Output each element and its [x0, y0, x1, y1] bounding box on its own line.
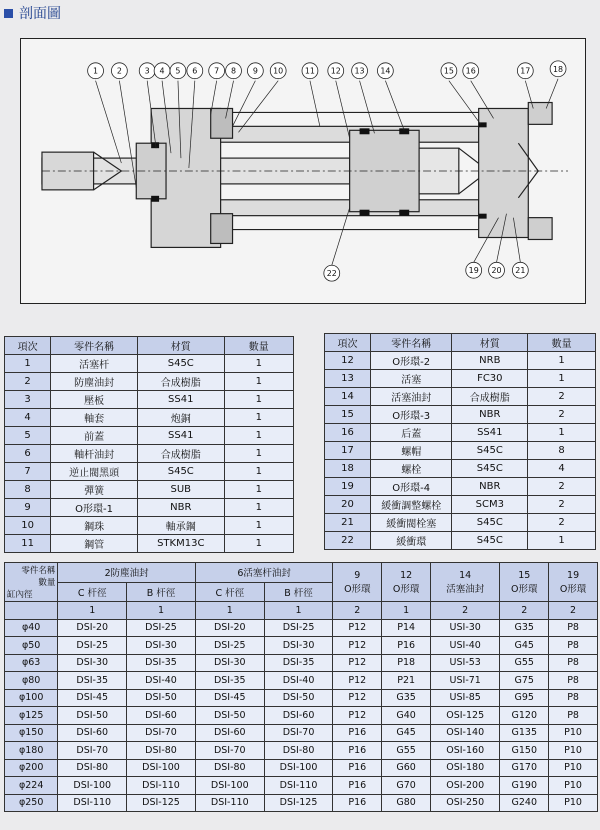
table-row — [325, 442, 596, 460]
qty-cell: 1 — [195, 602, 264, 620]
table-row — [5, 445, 294, 463]
parts-table-1 — [4, 336, 294, 553]
group-header-dust-seal: 2防塵油封 — [58, 563, 196, 583]
table-cell: DSI-50 — [127, 689, 196, 707]
table-cell: P8 — [549, 707, 598, 725]
subheader-b-rod: B 杆徑 — [264, 582, 333, 602]
table-cell: DSI-30 — [127, 637, 196, 655]
table-cell: DSI-80 — [127, 742, 196, 760]
table-cell: 活塞杆 — [51, 355, 138, 373]
table-cell: NBR — [452, 478, 528, 496]
table-row — [325, 460, 596, 478]
table-cell: S45C — [452, 532, 528, 550]
table-cell: φ200 — [5, 759, 58, 777]
table-cell: OSI-125 — [431, 707, 500, 725]
table-cell: 合成樹脂 — [137, 445, 224, 463]
table-cell: S45C — [452, 514, 528, 532]
subheader-c-rod: C 杆徑 — [195, 582, 264, 602]
table-cell: 5 — [5, 427, 51, 445]
table-row — [5, 707, 598, 725]
table-cell: P12 — [333, 619, 382, 637]
callout-1: 1 — [93, 66, 99, 76]
table-cell: 4 — [528, 460, 596, 478]
table-cell: 2 — [528, 514, 596, 532]
table-cell: G40 — [382, 707, 431, 725]
table-cell: φ50 — [5, 637, 58, 655]
table-cell: S45C — [137, 355, 224, 373]
table-row — [5, 499, 294, 517]
table-cell: 1 — [224, 445, 293, 463]
table-row — [5, 427, 294, 445]
table-cell: 1 — [224, 517, 293, 535]
table-cell: DSI-60 — [264, 707, 333, 725]
qty-cell: 1 — [264, 602, 333, 620]
table-cell: φ224 — [5, 777, 58, 795]
table-cell: 7 — [5, 463, 51, 481]
table-cell: DSI-25 — [264, 619, 333, 637]
callout-18: 18 — [553, 64, 564, 74]
table-cell: G35 — [500, 619, 549, 637]
table-cell: G190 — [500, 777, 549, 795]
table-cell: 鋼管 — [51, 535, 138, 553]
table-cell: OSI-250 — [431, 794, 500, 812]
corner-bottom: 缸內徑 — [7, 590, 33, 600]
table-row — [325, 406, 596, 424]
group-header-piston-seal: 14 活塞油封 — [431, 563, 500, 602]
seal-table-quantity-row — [5, 602, 598, 620]
table-row — [5, 637, 598, 655]
callout-10: 10 — [273, 66, 284, 76]
table-cell: 后蓋 — [371, 424, 452, 442]
table-cell: 1 — [224, 535, 293, 553]
table-cell: O形環-2 — [371, 352, 452, 370]
table-cell: 18 — [325, 460, 371, 478]
table-row — [325, 424, 596, 442]
table-cell: DSI-40 — [127, 672, 196, 690]
table-cell: DSI-60 — [195, 724, 264, 742]
table-cell: USI-71 — [431, 672, 500, 690]
callout-16: 16 — [465, 66, 476, 76]
table-cell: SUB — [137, 481, 224, 499]
table-cell: STKM13C — [137, 535, 224, 553]
table-cell: 前蓋 — [51, 427, 138, 445]
table-cell: 19 — [325, 478, 371, 496]
table-cell: DSI-45 — [58, 689, 127, 707]
table-cell: 21 — [325, 514, 371, 532]
table-cell: 緩衝調整螺栓 — [371, 496, 452, 514]
callout-20: 20 — [491, 266, 502, 276]
table-row — [325, 496, 596, 514]
seal-table-group-row — [5, 563, 598, 583]
header-cell: 項次 — [5, 337, 51, 355]
table-cell: P16 — [333, 794, 382, 812]
table-cell: S45C — [137, 463, 224, 481]
subheader-c-rod: C 杆徑 — [58, 582, 127, 602]
table-cell: 8 — [528, 442, 596, 460]
subheader-b-rod: B 杆徑 — [127, 582, 196, 602]
callout-5: 5 — [175, 66, 181, 76]
table-cell: φ80 — [5, 672, 58, 690]
callout-11: 11 — [304, 66, 315, 76]
table-cell: 10 — [5, 517, 51, 535]
corner-mid: 數量 — [38, 578, 56, 588]
table-cell: 2 — [528, 478, 596, 496]
table-cell: 4 — [5, 409, 51, 427]
table-row — [325, 532, 596, 550]
table-cell: G120 — [500, 707, 549, 725]
table-cell: P21 — [382, 672, 431, 690]
table-cell: DSI-40 — [264, 672, 333, 690]
qty-cell: 1 — [127, 602, 196, 620]
table-row — [5, 463, 294, 481]
table-cell: G45 — [500, 637, 549, 655]
table-cell: P16 — [333, 759, 382, 777]
table-cell: 16 — [325, 424, 371, 442]
table-cell: 緩衝閥栓塞 — [371, 514, 452, 532]
table-cell: G150 — [500, 742, 549, 760]
table-cell: USI-40 — [431, 637, 500, 655]
table-cell: 2 — [528, 406, 596, 424]
table-cell: P18 — [382, 654, 431, 672]
callout-15: 15 — [443, 66, 454, 76]
table-cell: 15 — [325, 406, 371, 424]
table-cell: φ40 — [5, 619, 58, 637]
header-cell: 數量 — [224, 337, 293, 355]
page-title-text: 剖面圖 — [19, 6, 61, 22]
page-title — [4, 3, 61, 23]
table-cell: P12 — [333, 672, 382, 690]
table-cell: DSI-110 — [195, 794, 264, 812]
table-cell: 合成樹脂 — [452, 388, 528, 406]
table-row — [325, 352, 596, 370]
table-row — [5, 672, 598, 690]
table-cell: NBR — [452, 406, 528, 424]
table-cell: DSI-110 — [264, 777, 333, 795]
table-cell: φ250 — [5, 794, 58, 812]
callout-2: 2 — [116, 66, 122, 76]
table-cell: DSI-125 — [264, 794, 333, 812]
header-cell: 零件名稱 — [371, 334, 452, 352]
table-row — [5, 517, 294, 535]
table-cell: 14 — [325, 388, 371, 406]
table-cell: DSI-70 — [195, 742, 264, 760]
table-cell: P12 — [333, 654, 382, 672]
table-cell: DSI-100 — [58, 777, 127, 795]
qty-blank — [5, 602, 58, 620]
table-cell: OSI-160 — [431, 742, 500, 760]
qty-cell: 2 — [500, 602, 549, 620]
qty-cell: 2 — [333, 602, 382, 620]
table-cell: P12 — [333, 689, 382, 707]
table-row — [5, 355, 294, 373]
table-row — [5, 654, 598, 672]
table-cell: DSI-25 — [195, 637, 264, 655]
table-cell: G70 — [382, 777, 431, 795]
table-cell: SS41 — [137, 427, 224, 445]
header-cell: 材質 — [137, 337, 224, 355]
table-cell: 緩衝環 — [371, 532, 452, 550]
table-cell: 13 — [325, 370, 371, 388]
table-row — [325, 388, 596, 406]
table-cell: P14 — [382, 619, 431, 637]
table-cell: OSI-200 — [431, 777, 500, 795]
title-square-icon — [4, 9, 13, 18]
table-cell: DSI-50 — [264, 689, 333, 707]
table-cell: 1 — [528, 532, 596, 550]
corner-top: 零件名稱 — [21, 566, 56, 576]
table-row — [5, 742, 598, 760]
table-cell: φ180 — [5, 742, 58, 760]
table-cell: DSI-35 — [195, 672, 264, 690]
table-cell: 炮銅 — [137, 409, 224, 427]
header-cell: 項次 — [325, 334, 371, 352]
table-cell: P12 — [333, 637, 382, 655]
table-cell: 1 — [528, 370, 596, 388]
table-cell: P10 — [549, 759, 598, 777]
table-cell: 8 — [5, 481, 51, 499]
table-cell: SS41 — [137, 391, 224, 409]
table-cell: DSI-110 — [127, 777, 196, 795]
callout-8: 8 — [231, 66, 237, 76]
table-cell: DSI-100 — [264, 759, 333, 777]
table-cell: DSI-60 — [58, 724, 127, 742]
table-cell: DSI-70 — [264, 724, 333, 742]
qty-cell: 1 — [382, 602, 431, 620]
table-cell: 彈簧 — [51, 481, 138, 499]
table-cell: 2 — [528, 496, 596, 514]
table-cell: O形環-1 — [51, 499, 138, 517]
table-cell: S45C — [452, 442, 528, 460]
table-row — [5, 759, 598, 777]
table-cell: 1 — [224, 481, 293, 499]
table-row — [5, 724, 598, 742]
table-cell: P10 — [549, 794, 598, 812]
table-cell: DSI-125 — [127, 794, 196, 812]
table-cell: DSI-30 — [264, 637, 333, 655]
callout-19: 19 — [468, 266, 479, 276]
table-cell: 6 — [5, 445, 51, 463]
table-cell: 軸套 — [51, 409, 138, 427]
table-cell: FC30 — [452, 370, 528, 388]
cross-section-diagram — [20, 38, 586, 304]
table-cell: OSI-180 — [431, 759, 500, 777]
table-cell: 螺帽 — [371, 442, 452, 460]
table-row — [5, 535, 294, 553]
callout-12: 12 — [330, 66, 341, 76]
table-cell: 合成樹脂 — [137, 373, 224, 391]
table-cell: P8 — [549, 654, 598, 672]
table-row — [5, 689, 598, 707]
table-cell: G75 — [500, 672, 549, 690]
header-cell: 材質 — [452, 334, 528, 352]
callout-4: 4 — [159, 66, 165, 76]
table-cell: 鋼珠 — [51, 517, 138, 535]
callout-7: 7 — [214, 66, 220, 76]
header-cell: 數量 — [528, 334, 596, 352]
table-cell: G240 — [500, 794, 549, 812]
table-cell: 11 — [5, 535, 51, 553]
table-cell: φ63 — [5, 654, 58, 672]
table-cell: 3 — [5, 391, 51, 409]
table-cell: DSI-45 — [195, 689, 264, 707]
table-row — [325, 478, 596, 496]
cross-section-svg — [21, 39, 585, 303]
group-header-oring-12: 12 O形環 — [382, 563, 431, 602]
qty-cell: 2 — [549, 602, 598, 620]
qty-cell: 1 — [58, 602, 127, 620]
table-cell: SCM3 — [452, 496, 528, 514]
table-cell: G45 — [382, 724, 431, 742]
group-header-rod-seal: 6活塞杆油封 — [195, 563, 333, 583]
table-cell: OSI-140 — [431, 724, 500, 742]
group-header-oring-15: 15 O形環 — [500, 563, 549, 602]
table-cell: USI-30 — [431, 619, 500, 637]
table-cell: P8 — [549, 637, 598, 655]
table-cell: NBR — [137, 499, 224, 517]
table-cell: 1 — [224, 463, 293, 481]
table-cell: P16 — [333, 742, 382, 760]
table-cell: 軸杆油封 — [51, 445, 138, 463]
table-cell: DSI-70 — [58, 742, 127, 760]
table-row — [5, 409, 294, 427]
table-cell: DSI-110 — [58, 794, 127, 812]
table-cell: 1 — [224, 499, 293, 517]
table-cell: 2 — [528, 388, 596, 406]
table-cell: P8 — [549, 672, 598, 690]
table-cell: φ125 — [5, 707, 58, 725]
table-cell: 17 — [325, 442, 371, 460]
table-cell: DSI-20 — [195, 619, 264, 637]
table-cell: 螺栓 — [371, 460, 452, 478]
table-cell: USI-85 — [431, 689, 500, 707]
parts-table-2 — [324, 333, 596, 550]
table-cell: DSI-50 — [195, 707, 264, 725]
callout-21: 21 — [515, 266, 526, 276]
table-cell: DSI-35 — [58, 672, 127, 690]
table-cell: S45C — [452, 460, 528, 478]
table-row — [325, 514, 596, 532]
table-cell: DSI-100 — [127, 759, 196, 777]
table-cell: φ150 — [5, 724, 58, 742]
table-cell: NRB — [452, 352, 528, 370]
table-cell: 軸承鋼 — [137, 517, 224, 535]
table-cell: G95 — [500, 689, 549, 707]
callout-3: 3 — [144, 66, 150, 76]
table-cell: P8 — [549, 619, 598, 637]
table-cell: 1 — [528, 352, 596, 370]
table-cell: P16 — [382, 637, 431, 655]
table-cell: DSI-25 — [127, 619, 196, 637]
table-cell: DSI-80 — [195, 759, 264, 777]
table-cell: φ100 — [5, 689, 58, 707]
table-cell: 1 — [224, 427, 293, 445]
corner-cell — [5, 563, 58, 602]
table-row — [325, 370, 596, 388]
table-cell: P16 — [333, 724, 382, 742]
table-cell: 12 — [325, 352, 371, 370]
table-cell: 20 — [325, 496, 371, 514]
table-cell: 活塞 — [371, 370, 452, 388]
table-cell: DSI-60 — [127, 707, 196, 725]
table-cell: G55 — [382, 742, 431, 760]
table-row — [5, 794, 598, 812]
table-cell: 1 — [224, 355, 293, 373]
table-cell: DSI-30 — [195, 654, 264, 672]
table-row — [5, 373, 294, 391]
table-cell: DSI-80 — [264, 742, 333, 760]
table-cell: DSI-35 — [127, 654, 196, 672]
parts-table-1-header — [5, 337, 294, 355]
table-cell: DSI-20 — [58, 619, 127, 637]
table-cell: P12 — [333, 707, 382, 725]
table-cell: DSI-50 — [58, 707, 127, 725]
group-header-oring-19: 19 O形環 — [549, 563, 598, 602]
table-cell: 壓板 — [51, 391, 138, 409]
callout-6: 6 — [192, 66, 198, 76]
table-cell: 防塵油封 — [51, 373, 138, 391]
table-cell: P10 — [549, 724, 598, 742]
callout-22: 22 — [326, 269, 337, 279]
table-cell: DSI-35 — [264, 654, 333, 672]
table-cell: DSI-80 — [58, 759, 127, 777]
table-cell: SS41 — [452, 424, 528, 442]
table-cell: 活塞油封 — [371, 388, 452, 406]
table-cell: 1 — [224, 373, 293, 391]
parts-table-2-header — [325, 334, 596, 352]
table-cell: G55 — [500, 654, 549, 672]
table-cell: 1 — [5, 355, 51, 373]
table-cell: G35 — [382, 689, 431, 707]
table-cell: DSI-100 — [195, 777, 264, 795]
header-cell: 零件名稱 — [51, 337, 138, 355]
table-cell: USI-53 — [431, 654, 500, 672]
callout-14: 14 — [380, 66, 391, 76]
table-cell: P16 — [333, 777, 382, 795]
table-row — [5, 481, 294, 499]
table-cell: 1 — [224, 409, 293, 427]
table-cell: DSI-70 — [127, 724, 196, 742]
table-cell: DSI-30 — [58, 654, 127, 672]
table-cell: 1 — [224, 391, 293, 409]
table-cell: 逆止閥黑頭 — [51, 463, 138, 481]
table-cell: DSI-25 — [58, 637, 127, 655]
table-cell: P10 — [549, 742, 598, 760]
table-cell: O形環-4 — [371, 478, 452, 496]
table-cell: G135 — [500, 724, 549, 742]
callout-9: 9 — [252, 66, 258, 76]
table-cell: P10 — [549, 777, 598, 795]
table-cell: G60 — [382, 759, 431, 777]
table-cell: 1 — [528, 424, 596, 442]
group-header-oring-9: 9 O形環 — [333, 563, 382, 602]
seal-spec-table — [4, 562, 598, 812]
table-cell: 9 — [5, 499, 51, 517]
table-cell: G170 — [500, 759, 549, 777]
table-row — [5, 777, 598, 795]
table-cell: O形環-3 — [371, 406, 452, 424]
table-cell: P8 — [549, 689, 598, 707]
table-row — [5, 391, 294, 409]
qty-cell: 2 — [431, 602, 500, 620]
table-cell: 22 — [325, 532, 371, 550]
table-cell: 2 — [5, 373, 51, 391]
callout-13: 13 — [354, 66, 365, 76]
callout-17: 17 — [520, 66, 531, 76]
table-cell: G80 — [382, 794, 431, 812]
table-row — [5, 619, 598, 637]
